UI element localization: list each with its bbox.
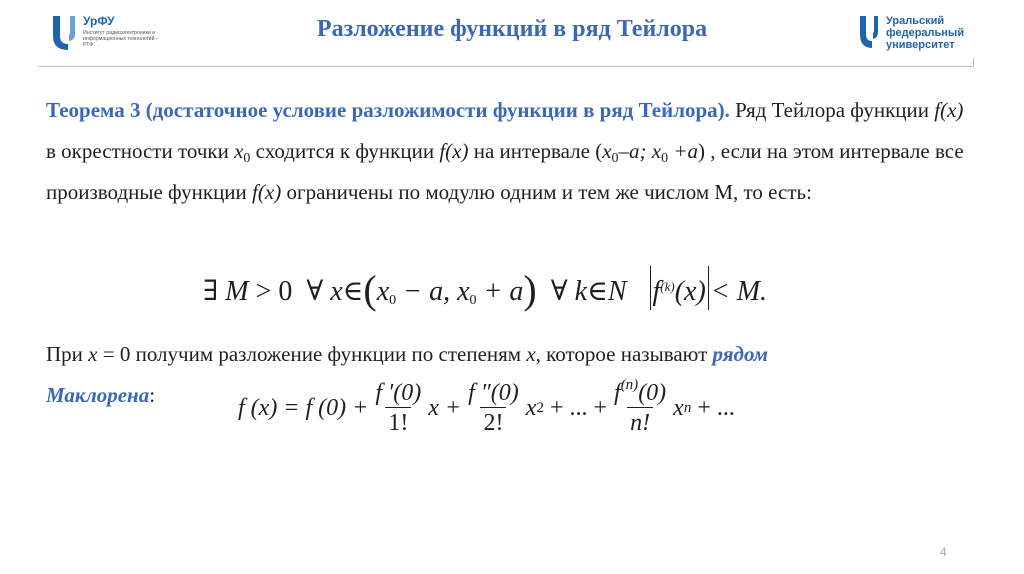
theorem-text-5: ) , если на этом интервале все производные функции bbox=[46, 139, 964, 204]
header-divider bbox=[38, 66, 974, 67]
formula-N: N bbox=[607, 276, 627, 307]
logo-name: УрФУ bbox=[83, 14, 115, 28]
formula-plus-a: + a bbox=[476, 276, 524, 307]
frac3-denominator: n! bbox=[627, 407, 653, 438]
fraction-first-derivative bbox=[372, 379, 424, 438]
series-lhs: f (x) = f (0) + bbox=[238, 394, 369, 421]
urfu-university-logo bbox=[858, 14, 988, 54]
page-number: 4 bbox=[940, 545, 947, 559]
maclaurin-term-1: рядом bbox=[712, 342, 769, 366]
abs-bar-left bbox=[650, 266, 651, 310]
frac1-denominator: 1! bbox=[385, 407, 411, 438]
interval-x-2: x bbox=[651, 139, 662, 163]
formula-k-order: (k) bbox=[660, 279, 675, 294]
maclaurin-term-2: Маклорена bbox=[46, 383, 150, 407]
university-name-line3: университет bbox=[886, 39, 955, 51]
maclaurin-series-formula: f (x) = f (0) + $\frac{f '(0)}{1!}$ x + $\frac{f ''(0)}{2!}$ x 2 + ... + $\frac{f^{(n)}(0)}{n!}$ x n + ... bbox=[238, 376, 735, 436]
point-subscript: 0 bbox=[243, 151, 251, 166]
theorem-heading: Теорема 3 (достаточное условие разложимости функции в ряд Тейлора). bbox=[46, 98, 730, 122]
header-divider-end bbox=[973, 58, 974, 67]
maclaurin-text-2: = 0 получим разложение функции по степеням bbox=[97, 342, 527, 366]
exists-symbol: ∃ bbox=[203, 276, 219, 307]
interval-subscript-1: 0 bbox=[611, 151, 619, 166]
maclaurin-text-3: , которое называют bbox=[535, 342, 713, 366]
theorem-text-1: Ряд Тейлора функции bbox=[729, 98, 935, 122]
boundedness-condition-formula bbox=[203, 262, 883, 318]
series-x-term: x + bbox=[428, 394, 462, 421]
maclaurin-x-2: x bbox=[526, 342, 536, 366]
interval-x: x bbox=[602, 139, 612, 163]
formula-x: x bbox=[330, 276, 343, 307]
fraction-second-derivative bbox=[465, 379, 522, 438]
interval-plus-a: +a bbox=[668, 139, 699, 163]
series-xn: x bbox=[673, 394, 684, 421]
frac3-order: (n) bbox=[620, 376, 639, 393]
left-paren: ( bbox=[363, 267, 377, 312]
point-x: x bbox=[234, 139, 244, 163]
element-of-symbol: ∈ bbox=[342, 276, 364, 307]
formula-minus-a: − a, bbox=[396, 276, 458, 307]
maclaurin-text-1: При bbox=[46, 342, 89, 366]
forall-symbol-2: ∀ bbox=[550, 276, 568, 307]
series-tail: + ... bbox=[697, 394, 735, 421]
logo-subtitle: Институт радиоэлектроники и информационных технологий – РТФ bbox=[83, 30, 159, 48]
frac2-numerator: f ″(0) bbox=[468, 379, 519, 406]
frac3-arg: (0) bbox=[638, 379, 667, 406]
theorem-text-6: ограничены по модулю одним и тем же числом М, то есть: bbox=[281, 180, 812, 204]
maclaurin-colon: : bbox=[149, 383, 156, 407]
university-name-line2: федеральный bbox=[886, 27, 965, 39]
interval-minus-a: –a; bbox=[618, 139, 652, 163]
function-fx-2: f(x) bbox=[439, 139, 469, 163]
university-name-line1: Уральский bbox=[886, 15, 945, 27]
frac1-numerator: f ′(0) bbox=[375, 379, 422, 406]
theorem-text-3: сходится к функции bbox=[250, 139, 440, 163]
formula-f: f bbox=[652, 276, 661, 307]
frac3-numerator bbox=[611, 376, 669, 407]
theorem-paragraph bbox=[46, 90, 976, 213]
right-paren: ) bbox=[523, 267, 537, 312]
slide-header bbox=[0, 0, 1024, 68]
abs-bar-right bbox=[708, 266, 709, 310]
formula-arg-x: (x) bbox=[674, 276, 706, 307]
theorem-text-2: в окрестности точки bbox=[46, 139, 235, 163]
formula-x0-a: x bbox=[376, 276, 390, 307]
formula-sub-1: 0 bbox=[389, 293, 397, 308]
formula-gt-zero: > 0 bbox=[248, 276, 293, 307]
series-plus-dots: + ... + bbox=[549, 394, 608, 421]
fraction-nth-derivative bbox=[611, 376, 669, 438]
formula-M: M bbox=[225, 276, 249, 307]
element-of-symbol-2: ∈ bbox=[587, 276, 608, 307]
maclaurin-x: x bbox=[88, 342, 98, 366]
series-x2: x bbox=[525, 394, 537, 421]
function-fx-3: f(x) bbox=[252, 180, 282, 204]
slide-title: Разложение функций в ряд Тейлора bbox=[316, 16, 708, 42]
formula-lt-M: < M. bbox=[710, 276, 768, 307]
theorem-text-4: на интервале ( bbox=[468, 139, 603, 163]
forall-symbol-1: ∀ bbox=[306, 276, 324, 307]
frac2-denominator: 2! bbox=[480, 407, 506, 438]
formula-sub-2: 0 bbox=[469, 293, 477, 308]
formula-x0-b: x bbox=[457, 276, 470, 307]
function-fx: f(x) bbox=[934, 98, 964, 122]
interval-subscript-2: 0 bbox=[661, 151, 669, 166]
frac3-f: f bbox=[614, 379, 621, 406]
university-name bbox=[886, 15, 996, 51]
urfu-u-mark-icon bbox=[858, 14, 880, 50]
formula-k: k bbox=[574, 276, 588, 307]
